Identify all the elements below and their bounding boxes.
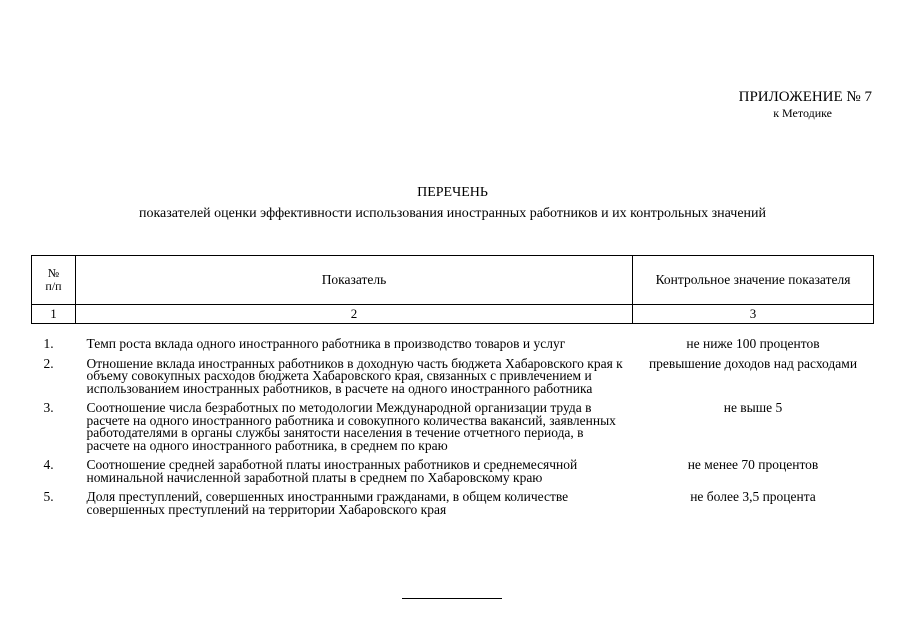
appendix-number: ПРИЛОЖЕНИЕ № 7: [738, 89, 872, 105]
header-number-line2: п/п: [45, 279, 62, 293]
row-indicator: Соотношение числа безработных по методологии Международной организации труда в расчете на одного иностранного работника и совокупного количества вакансий, заявленных работодателями в органы службы занятости населения в течение отчетного периода, в расчете на одного иностранного работника, в среднем по краю: [86, 400, 616, 453]
row-control-value: превышение доходов над расходами: [648, 355, 858, 371]
column-number-3: 3: [633, 305, 874, 324]
appendix-heading: [739, 89, 872, 120]
table-row: [32, 402, 874, 459]
closing-divider: [402, 598, 502, 599]
indicators-table: [31, 255, 874, 523]
table-column-numbers-row: [32, 305, 874, 324]
table-row: [32, 491, 874, 523]
row-number: 4.: [43, 457, 54, 472]
column-number-2: 2: [76, 305, 633, 324]
row-control-value: не менее 70 процентов: [687, 457, 819, 472]
row-indicator: Отношение вклада иностранных работников в доходную часть бюджета Хабаровского края к объему совокупных расходов бюджета Хабаровского края, связанных с привлечением и использованием иностранных работников, в расчете на одного иностранного работника: [86, 355, 623, 396]
document-title: ПЕРЕЧЕНЬ: [417, 185, 488, 200]
row-indicator: Темп роста вклада одного иностранного работника в производство товаров и услуг: [86, 336, 566, 351]
row-number: 3.: [43, 400, 54, 415]
header-number-line1: №: [47, 266, 60, 280]
column-number-1: 1: [32, 305, 76, 324]
row-indicator: Доля преступлений, совершенных иностранными гражданами, в общем количестве совершенных преступлений на территории Хабаровского края: [86, 489, 569, 517]
row-control-value: не ниже 100 процентов: [686, 336, 820, 351]
row-indicator: Соотношение средней заработной платы иностранных работников и среднемесячной номинальной начисленной заработной платы в среднем по Хабаровскому краю: [86, 457, 578, 485]
header-indicator: Показатель: [76, 256, 633, 305]
header-number: [32, 256, 76, 305]
table-row: [32, 459, 874, 491]
table-row: [32, 324, 874, 358]
row-number: 2.: [43, 355, 54, 371]
row-control-value: не более 3,5 процента: [690, 489, 816, 504]
document-subtitle: показателей оценки эффективности использования иностранных работников и их контрольных значений: [138, 206, 767, 221]
header-control-value: Контрольное значение показателя: [633, 256, 874, 305]
appendix-reference: к Методике: [773, 106, 832, 120]
row-number: 1.: [43, 336, 54, 351]
table-header-row: [32, 256, 874, 305]
row-control-value: не выше 5: [723, 400, 783, 415]
table-row: [32, 358, 874, 403]
row-number: 5.: [43, 489, 54, 504]
